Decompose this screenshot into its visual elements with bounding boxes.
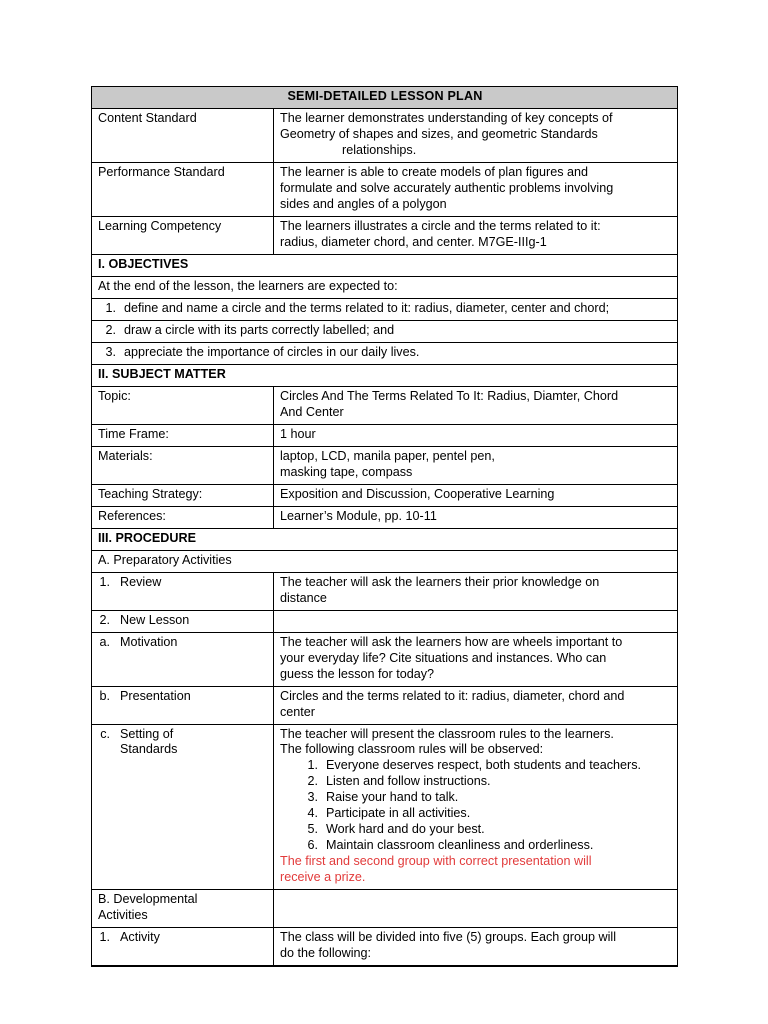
list-text: appreciate the importance of circles in our daily lives.	[124, 344, 420, 359]
text-line: The teacher will present the classroom rules to the learners.	[280, 726, 614, 741]
list-number: a.	[99, 634, 110, 649]
text-line: The following classroom rules will be observed:	[280, 742, 544, 757]
list-text	[120, 727, 268, 759]
row-value-motivation	[274, 632, 678, 686]
document-title: SEMI-DETAILED LESSON PLAN	[92, 87, 678, 109]
lesson-plan-table	[91, 86, 678, 967]
rule-item	[280, 790, 672, 806]
text-line: radius, diameter chord, and center. M7GE-IIIg-1	[280, 234, 547, 249]
list-text: Activity	[120, 930, 160, 945]
list-number: 1.	[99, 930, 110, 945]
list-number: 3.	[307, 790, 318, 805]
list-number: 1.	[99, 574, 110, 589]
row-label-references: References:	[92, 506, 274, 528]
text-line: center	[280, 704, 316, 719]
list-number: 5.	[307, 822, 318, 837]
list-text: Work hard and do your best.	[326, 822, 485, 837]
row-label-performance-standard: Performance Standard	[92, 162, 274, 216]
row-label-setting-of-standards	[92, 724, 274, 890]
objective-item	[92, 342, 678, 364]
table-row	[92, 276, 678, 298]
row-value-content-standard	[274, 108, 678, 162]
text-line: your everyday life? Cite situations and instances. Who can	[280, 650, 607, 665]
list-text: Maintain classroom cleanliness and orderliness.	[326, 838, 594, 853]
subsection-title-preparatory-activities: A. Preparatory Activities	[92, 550, 678, 572]
list-text: Participate in all activities.	[326, 806, 471, 821]
table-row	[92, 928, 678, 966]
row-label-presentation	[92, 686, 274, 724]
row-value-new-lesson	[274, 610, 678, 632]
text-line: Activities	[98, 908, 148, 923]
text-line: relationships.	[342, 142, 417, 157]
row-value-topic	[274, 386, 678, 424]
list-text: Motivation	[120, 634, 178, 649]
table-row	[92, 162, 678, 216]
list-text: Listen and follow instructions.	[326, 774, 491, 789]
prize-note	[280, 854, 672, 886]
row-value-presentation	[274, 686, 678, 724]
row-label-review	[92, 572, 274, 610]
list-number: 4.	[307, 806, 318, 821]
row-label-time-frame: Time Frame:	[92, 424, 274, 446]
text-line: And Center	[280, 404, 344, 419]
text-line: distance	[280, 590, 327, 605]
section-header-subject-matter	[92, 364, 678, 386]
table-row	[92, 424, 678, 446]
objectives-intro: At the end of the lesson, the learners are expected to:	[92, 276, 678, 298]
text-line: The learner is able to create models of plan figures and	[280, 164, 589, 179]
table-row	[92, 298, 678, 320]
rule-item	[280, 806, 672, 822]
row-value-review	[274, 572, 678, 610]
text-line: Circles And The Terms Related To It: Radius, Diamter, Chord	[280, 388, 619, 403]
text-line: B. Developmental	[98, 892, 198, 907]
text-line: Circles and the terms related to it: radius, diameter, chord and	[280, 688, 625, 703]
table-row	[92, 550, 678, 572]
table-row	[92, 216, 678, 254]
text-line: Setting of	[120, 726, 174, 741]
section-title-procedure: III. PROCEDURE	[92, 528, 678, 550]
table-row	[92, 724, 678, 890]
section-header-procedure	[92, 528, 678, 550]
rule-item	[280, 774, 672, 790]
row-value-performance-standard	[274, 162, 678, 216]
text-line: receive a prize.	[280, 870, 366, 885]
table-row	[92, 446, 678, 484]
row-label-materials: Materials:	[92, 446, 274, 484]
list-number: 2.	[99, 612, 110, 627]
table-row	[92, 484, 678, 506]
text-line: The teacher will ask the learners their prior knowledge on	[280, 574, 600, 589]
text-line: laptop, LCD, manila paper, pentel pen,	[280, 448, 495, 463]
rule-item	[280, 838, 672, 854]
classroom-rules-list	[280, 758, 672, 854]
text-line: Geometry of shapes and sizes, and geometric Standards	[280, 126, 598, 141]
table-row	[92, 572, 678, 610]
table-row	[92, 342, 678, 364]
table-row	[92, 320, 678, 342]
section-header-objectives	[92, 254, 678, 276]
table-row	[92, 632, 678, 686]
text-line: guess the lesson for today?	[280, 666, 435, 681]
list-number: 3.	[105, 344, 116, 359]
row-label-new-lesson	[92, 610, 274, 632]
text-line: do the following:	[280, 946, 372, 961]
row-value-learning-competency	[274, 216, 678, 254]
list-text: draw a circle with its parts correctly labelled; and	[124, 322, 395, 337]
list-text: define and name a circle and the terms related to it: radius, diameter, center and chord;	[124, 300, 610, 315]
list-number: 2.	[307, 774, 318, 789]
list-number: c.	[100, 726, 110, 741]
list-text: Review	[120, 574, 162, 589]
title-row	[92, 87, 678, 109]
objective-item	[92, 298, 678, 320]
row-label-teaching-strategy: Teaching Strategy:	[92, 484, 274, 506]
text-line: The class will be divided into five (5) groups. Each group will	[280, 930, 616, 945]
row-label-activity	[92, 928, 274, 966]
rule-item	[280, 822, 672, 838]
section-title-objectives: I. OBJECTIVES	[92, 254, 678, 276]
text-line: The teacher will ask the learners how are wheels important to	[280, 634, 623, 649]
text-line: sides and angles of a polygon	[280, 196, 447, 211]
objective-item	[92, 320, 678, 342]
row-value-activity	[274, 928, 678, 966]
row-label-motivation	[92, 632, 274, 686]
text-line: Standards	[120, 742, 178, 757]
row-value-teaching-strategy: Exposition and Discussion, Cooperative Learning	[274, 484, 678, 506]
text-line: masking tape, compass	[280, 464, 413, 479]
list-text: Raise your hand to talk.	[326, 790, 459, 805]
list-text: New Lesson	[120, 612, 190, 627]
section-title-subject-matter: II. SUBJECT MATTER	[92, 364, 678, 386]
text-line: The learners illustrates a circle and the terms related to it:	[280, 218, 601, 233]
row-value-setting-of-standards	[274, 724, 678, 890]
table-row	[92, 108, 678, 162]
text-line: The first and second group with correct presentation will	[280, 854, 592, 869]
table-row	[92, 386, 678, 424]
row-label-content-standard: Content Standard	[92, 108, 274, 162]
subsection-title-developmental-activities	[92, 890, 274, 928]
row-value-materials	[274, 446, 678, 484]
list-text: Presentation	[120, 688, 191, 703]
row-value-time-frame: 1 hour	[274, 424, 678, 446]
row-label-topic: Topic:	[92, 386, 274, 424]
table-row	[92, 610, 678, 632]
row-value-references: Learner’s Module, pp. 10-11	[274, 506, 678, 528]
list-number: 1.	[307, 758, 318, 773]
rule-item	[280, 758, 672, 774]
text-line: formulate and solve accurately authentic problems involving	[280, 180, 614, 195]
table-row	[92, 890, 678, 928]
list-text: Everyone deserves respect, both students and teachers.	[326, 758, 642, 773]
list-number: 1.	[105, 300, 116, 315]
list-number: b.	[99, 688, 110, 703]
list-number: 2.	[105, 322, 116, 337]
table-row	[92, 506, 678, 528]
row-label-learning-competency: Learning Competency	[92, 216, 274, 254]
table-row	[92, 686, 678, 724]
text-line: The learner demonstrates understanding of key concepts of	[280, 110, 613, 125]
list-number: 6.	[307, 838, 318, 853]
row-value-developmental-activities	[274, 890, 678, 928]
